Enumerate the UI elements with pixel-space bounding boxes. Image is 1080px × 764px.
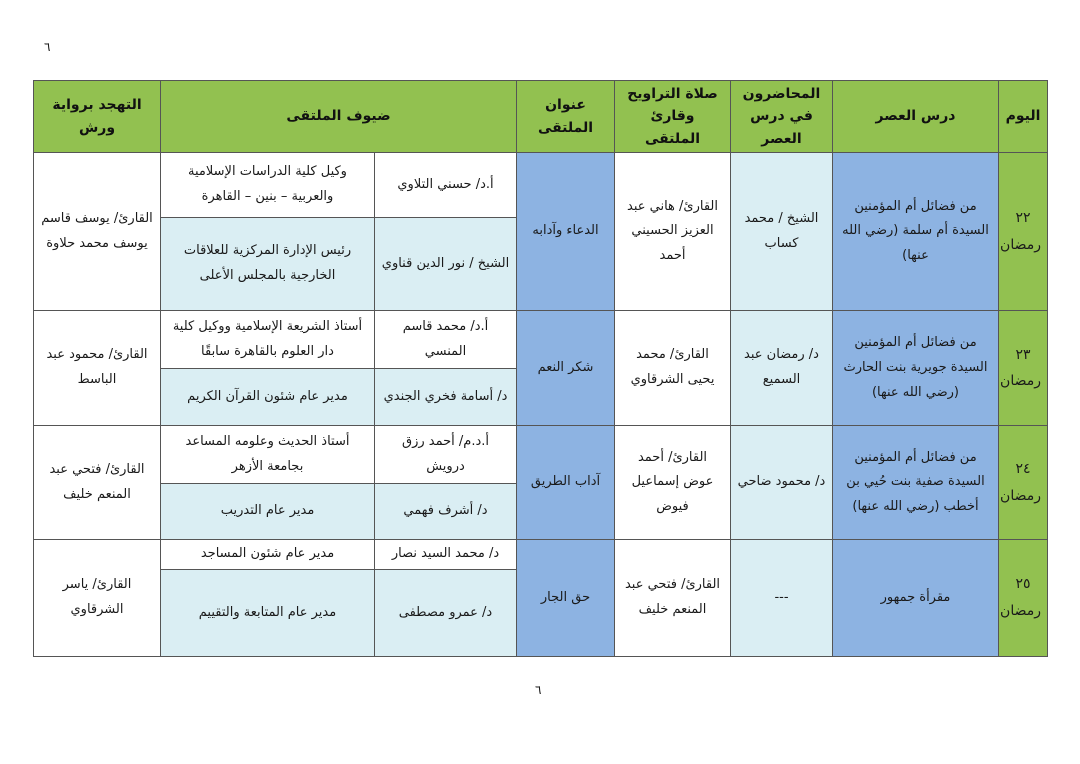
guest-title-cell: مدير عام شئون المساجد: [161, 540, 375, 570]
header-guests: ضيوف الملتقى: [161, 81, 517, 153]
tahajjud-cell: القارئ/ يوسف قاسم يوسف محمد حلاوة: [34, 153, 161, 311]
tahajjud-cell: القارئ/ محمود عبد الباسط: [34, 311, 161, 426]
day-cell: ٢٢ رمضان: [999, 153, 1048, 311]
forum-title-cell: آداب الطريق: [517, 426, 615, 540]
guest-name-cell: د/ محمد السيد نصار: [375, 540, 517, 570]
header-taraweeh: صلاة التراويح وقارئ الملتقى: [615, 81, 731, 153]
table-row: [34, 153, 1048, 218]
header-tahajjud: التهجد برواية ورش: [34, 81, 161, 153]
header-forum-title: عنوان الملتقى: [517, 81, 615, 153]
page-number-bottom: ٦: [535, 683, 542, 697]
taraweeh-cell: القارئ/ محمد يحيى الشرقاوي: [615, 311, 731, 426]
guest-name-cell: الشيخ / نور الدين قناوي: [375, 218, 517, 311]
header-lesson: درس العصر: [833, 81, 999, 153]
lesson-cell: من فضائل أم المؤمنين السيدة أم سلمة (رضي الله عنها): [833, 153, 999, 311]
guest-title-cell: أستاذ الشريعة الإسلامية ووكيل كلية دار العلوم بالقاهرة سابقًا: [161, 311, 375, 369]
forum-title-cell: حق الجار: [517, 540, 615, 657]
day-cell: ٢٥ رمضان: [999, 540, 1048, 657]
page-number-top: ٦: [44, 40, 51, 54]
taraweeh-cell: القارئ/ هاني عبد العزيز الحسيني أحمد: [615, 153, 731, 311]
table-row: [34, 540, 1048, 570]
day-cell: ٢٣ رمضان: [999, 311, 1048, 426]
forum-title-cell: الدعاء وآدابه: [517, 153, 615, 311]
guest-name-cell: أ.د/ حسني التلاوي: [375, 153, 517, 218]
lecturer-cell: د/ رمضان عبد السميع: [731, 311, 833, 426]
day-cell: ٢٤ رمضان: [999, 426, 1048, 540]
guest-title-cell: أستاذ الحديث وعلومه المساعد بجامعة الأزهر: [161, 426, 375, 484]
lecturer-cell: ---: [731, 540, 833, 657]
guest-title-cell: مدير عام التدريب: [161, 484, 375, 540]
forum-title-cell: شكر النعم: [517, 311, 615, 426]
lesson-cell: من فضائل أم المؤمنين السيدة صفية بنت حُيي بن أخطب (رضي الله عنها): [833, 426, 999, 540]
guest-name-cell: د/ عمرو مصطفى: [375, 569, 517, 656]
guest-name-cell: د/ أسامة فخري الجندي: [375, 369, 517, 426]
guest-title-cell: مدير عام المتابعة والتقييم: [161, 569, 375, 656]
lesson-cell: مقرأة جمهور: [833, 540, 999, 657]
tahajjud-cell: القارئ/ فتحي عبد المنعم خليف: [34, 426, 161, 540]
tahajjud-cell: القارئ/ ياسر الشرقاوي: [34, 540, 161, 657]
guest-title-cell: رئيس الإدارة المركزية للعلاقات الخارجية بالمجلس الأعلى: [161, 218, 375, 311]
guest-name-cell: د/ أشرف فهمي: [375, 484, 517, 540]
header-day: اليوم: [999, 81, 1048, 153]
schedule-table: [33, 80, 1048, 657]
guest-title-cell: وكيل كلية الدراسات الإسلامية والعربية – بنين – القاهرة: [161, 153, 375, 218]
header-lecturers: المحاضرون في درس العصر: [731, 81, 833, 153]
table-row: [34, 311, 1048, 369]
table-row: [34, 426, 1048, 484]
taraweeh-cell: القارئ/ فتحي عبد المنعم خليف: [615, 540, 731, 657]
lecturer-cell: الشيخ / محمد كساب: [731, 153, 833, 311]
lecturer-cell: د/ محمود ضاحي: [731, 426, 833, 540]
header-row: [34, 81, 1048, 153]
taraweeh-cell: القارئ/ أحمد عوض إسماعيل فيوض: [615, 426, 731, 540]
guest-title-cell: مدير عام شئون القرآن الكريم: [161, 369, 375, 426]
guest-name-cell: أ.د.م/ أحمد رزق درويش: [375, 426, 517, 484]
lesson-cell: من فضائل أم المؤمنين السيدة جويرية بنت الحارث (رضي الله عنها): [833, 311, 999, 426]
guest-name-cell: أ.د/ محمد قاسم المنسي: [375, 311, 517, 369]
